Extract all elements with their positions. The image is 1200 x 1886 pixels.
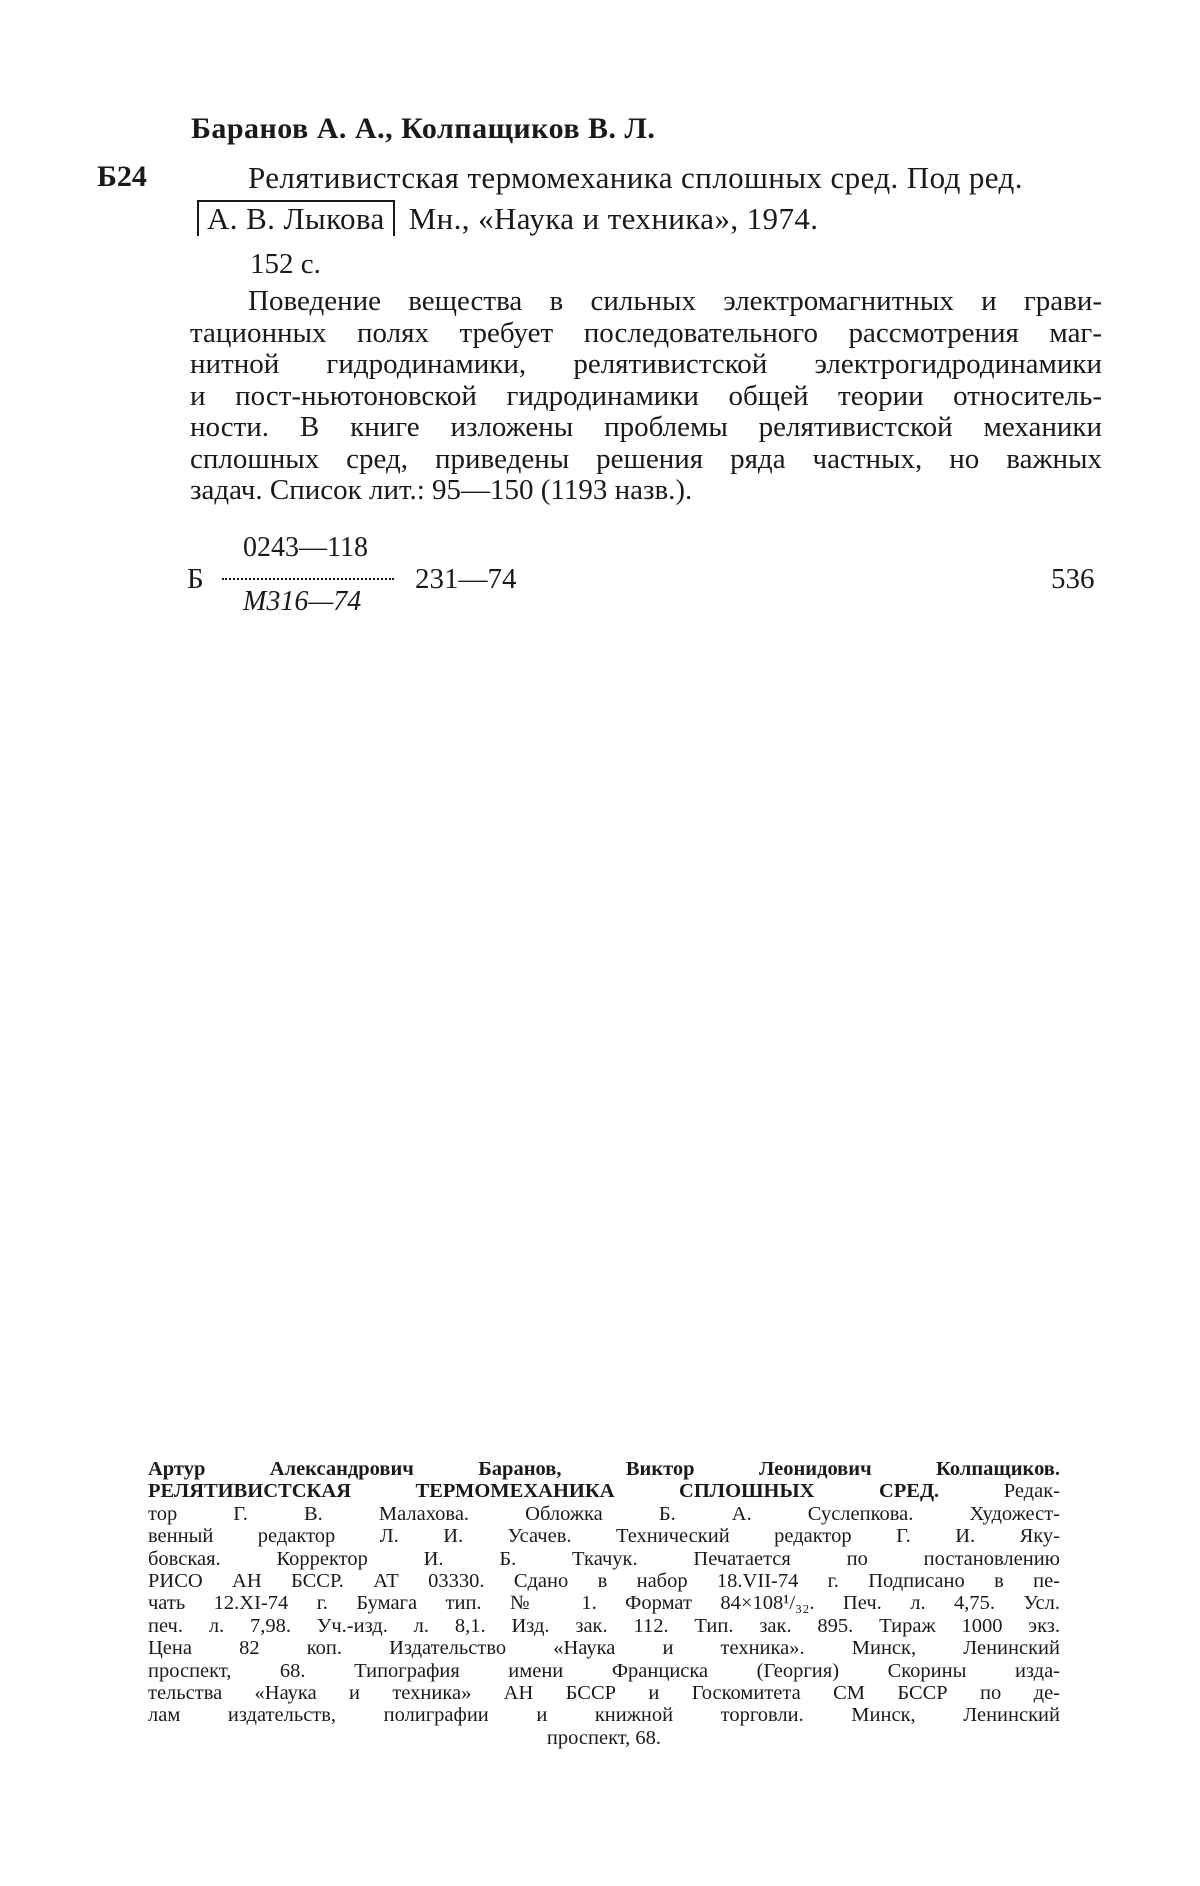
code-letter: Б	[187, 563, 204, 595]
annotation-line: ности. В книге изложены проблемы релятивистской механики	[190, 411, 1102, 443]
authors-heading: Баранов А. А., Колпащиков В. Л.	[191, 112, 656, 145]
annotation-line: и пост-ньютоновской гидродинамики общей теории относитель-	[190, 379, 1102, 412]
annotation-line: нитной гидродинамики, релятивистской электрогидродинамики	[190, 348, 1102, 380]
code-numerator: 0243—118	[243, 532, 368, 563]
publisher-info: Мн., «Наука и техника», 1974.	[408, 201, 819, 236]
colophon-line: проспект, 68.	[546, 1726, 662, 1749]
editor-publisher-line	[197, 200, 818, 237]
colophon-title: РЕЛЯТИВИСТСКАЯ ТЕРМОМЕХАНИКА СПЛОШНЫХ СРЕД.	[148, 1480, 1004, 1503]
colophon-line: проспект, 68. Типография имени Франциска (Георгия) Скорины изда-	[148, 1659, 1060, 1682]
colophon-line: тор Г. В. Малахова. Обложка Б. А. Суслепкова. Художест-	[148, 1502, 1060, 1525]
colophon-block	[148, 1458, 1060, 1749]
colophon-line: венный редактор Л. И. Усачев. Технический редактор Г. И. Яку-	[148, 1525, 1060, 1548]
annotation-line: Поведение вещества в сильных электромагнитных и грави-	[248, 285, 1102, 317]
colophon-line: лам издательств, полиграфии и книжной торговли. Минск, Ленинский	[148, 1704, 1060, 1727]
colophon-line: Артур Александрович Баранов, Виктор Леонидович Колпащиков.	[148, 1458, 1060, 1480]
colophon-line: печ. л. 7,98. Уч.-изд. л. 8,1. Изд. зак. 112. Тип. зак. 895. Тираж 1000 экз.	[148, 1614, 1060, 1637]
colophon-line: РИСО АН БССР. АТ 03330. Сдано в набор 18.VII-74 г. Подписано в пе-	[148, 1570, 1060, 1593]
fraction-rule	[222, 578, 394, 580]
colophon-line: Цена 82 коп. Издательство «Наука и техника». Минск, Ленинский	[148, 1637, 1060, 1660]
annotation-paragraph	[190, 286, 1102, 507]
colophon-editor-label: Редак-	[1003, 1480, 1060, 1503]
annotation-line: сплошных сред, приведены решения ряда частных, но важных	[190, 442, 1102, 475]
annotation-line: тационных полях требует последовательного рассмотрения маг-	[190, 316, 1102, 349]
code-denominator: М316—74	[243, 586, 362, 617]
colophon-line: бовская. Корректор И. Б. Ткачук. Печатается по постановлению	[148, 1547, 1060, 1570]
editor-name-boxed: А. В. Лыкова	[197, 200, 395, 236]
udc-number: 536	[1051, 563, 1095, 595]
book-title-line: Релятивистская термомеханика сплошных сред. Под ред.	[248, 160, 1023, 195]
colophon-line: тельства «Наука и техника» АН БССР и Госкомитета СМ БССР по де-	[148, 1682, 1060, 1705]
colophon-line: чать 12.XI-74 г. Бумага тип. № 1. Формат 84×108¹/₃₂. Печ. л. 4,75. Усл.	[148, 1592, 1060, 1615]
page-count: 152 с.	[250, 248, 321, 280]
colophon-line	[148, 1480, 1060, 1502]
code-right: 231—74	[415, 563, 517, 595]
catalog-index: Б24	[97, 160, 147, 193]
annotation-line: задач. Список лит.: 95—150 (1193 назв.).	[190, 474, 693, 506]
